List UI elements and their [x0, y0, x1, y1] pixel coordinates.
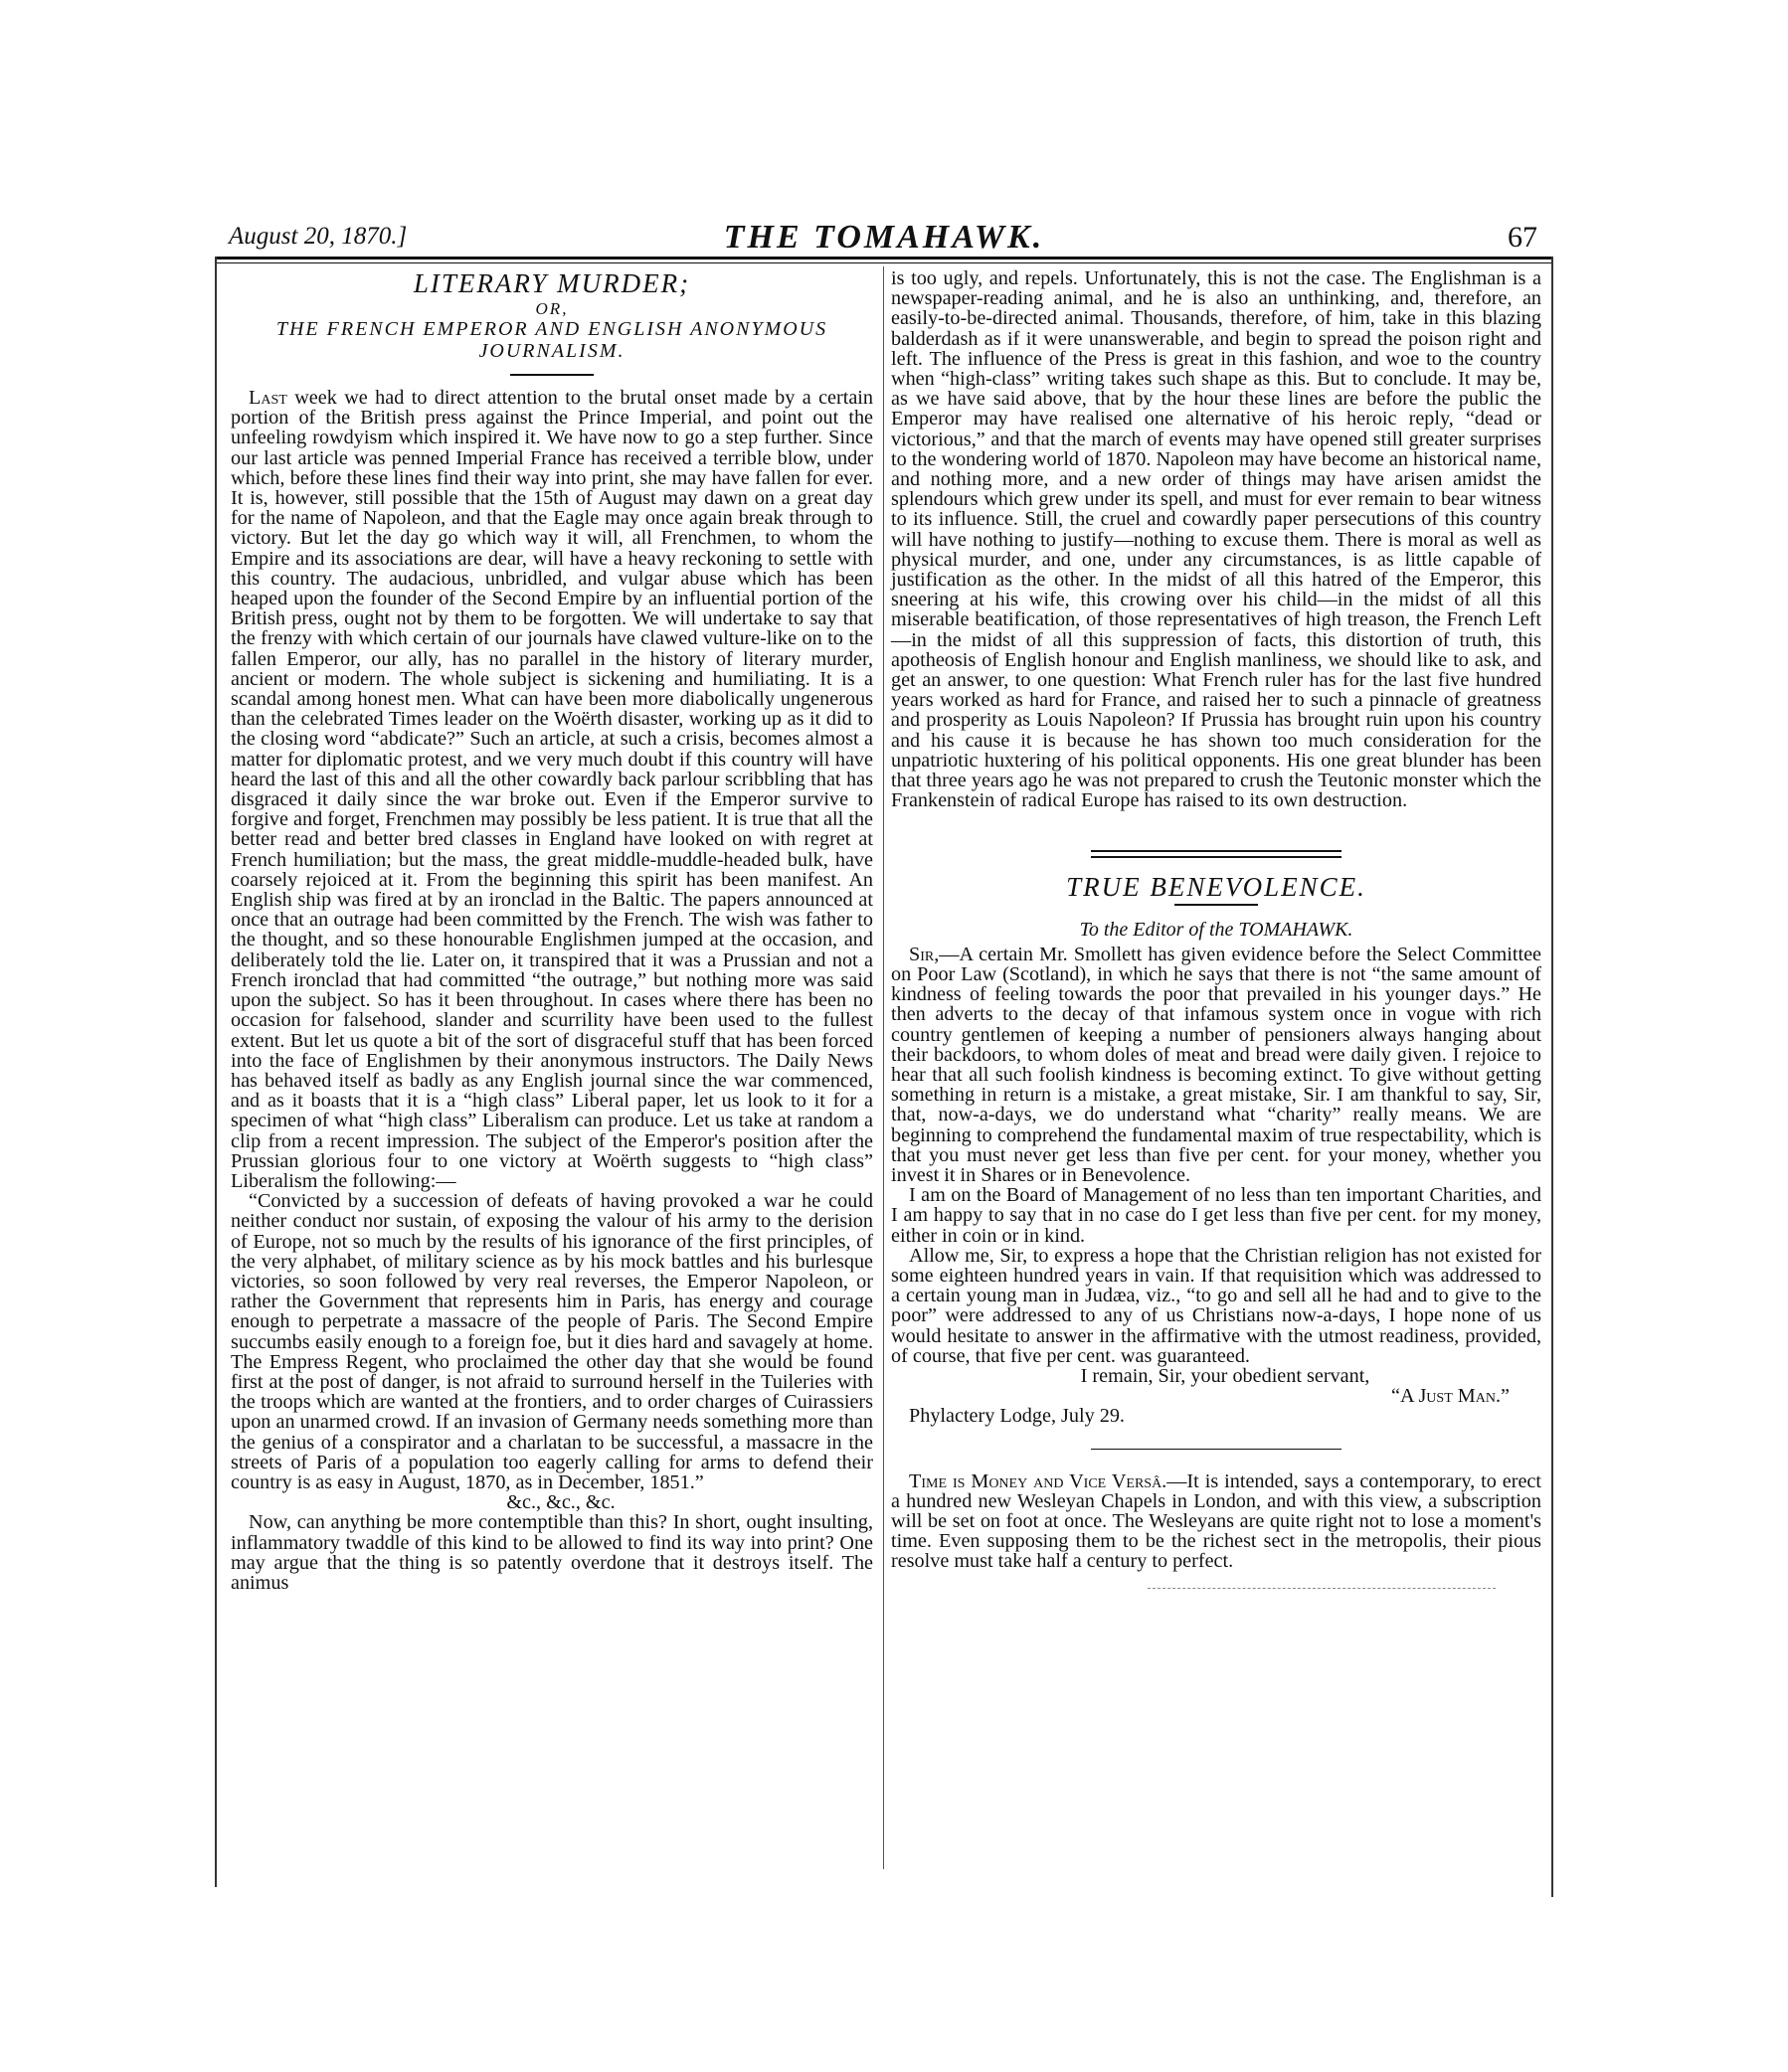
lead-word: Last [249, 387, 287, 409]
paragraph-lead: Time is Money and Vice Versâ. [909, 1469, 1167, 1492]
letter-paragraph: Sir,—A certain Mr. Smollett has given evidence before the Select Committee on Poor Law (Scotland), in which he says that there is not “the same amount of kindness of feeling towards the poor that prevailed in his younger days.” He then adverts to the decay of that infamous system once in vogue with rich country gentlemen of keeping a number of pensioners always hanging about their backdoors, to whom doles of meat and bread were daily given. I rejoice to hear that all such foolish kindness is becoming extinct. To give without getting something in return is a mistake, a great mistake, Sir. I am thankful to say, Sir, that, now-a-days, we do understand what “charity” really means. We are beginning to comprehend the fundamental maxim of true respectability, which is that you must never get less than five per cent. for your money, whether you invest it in Shares or in Benevolence. [891, 943, 1541, 1186]
issue-date: August 20, 1870.] [229, 223, 408, 250]
letter-dateline: Phylactery Lodge, July 29. [909, 1405, 1125, 1428]
title-rule [510, 374, 594, 376]
article-subtitle: THE FRENCH EMPEROR AND ENGLISH ANONYMOUS JOURNALISM. [275, 318, 828, 362]
header-rule-thick [217, 257, 1551, 259]
right-column [891, 268, 1541, 1589]
left-column [231, 268, 873, 1593]
letter-paragraph: Allow me, Sir, to express a hope that the Christian religion has not existed for some eighteen hundred years in vain. If that requisition which was addressed to a certain young man in Judæa, viz., “to go and sell all he had and to give to the poor” were addressed to any of us Christians now-a-days, I hope none of us would hesitate to answer in the affirmative with the utmost readiness, provided, of course, that five per cent. was guaranteed. [891, 1244, 1541, 1367]
article-title-literary-murder: LITERARY MURDER; [413, 268, 691, 298]
letter-paragraph: I am on the Board of Management of no less than ten important Charities, and I am happy to say that in no case do I get less than five per cent. for my money, either in coin or in kind. [891, 1184, 1541, 1247]
title-rule [1174, 904, 1258, 906]
article-paragraph: Last week we had to direct attention to the brutal onset made by a certain portion of the British press against the Prince Imperial, and point out the unfeeling rowdyism which inspired it. We have now to go a step further. Since our last article was penned Imperial France has received a terrible blow, under which, before these lines find their way into print, she may have fallen for ever. It is, however, still possible that the 15th of August may dawn on a great day for the name of Napoleon, and that the Eagle may once again break through to victory. But let the day go which way it will, all Frenchmen, to whom the Empire and its associations are dear, will have a heavy reckoning to settle with this country. The audacious, unbridled, and vulgar abuse which has been heaped upon the founder of the Second Empire by an influential portion of the British press, ought not by them to be forgotten. We will undertake to say that the frenzy with which certain of our journals have clawed vulture-like on to the fallen Emperor, our ally, has no parallel in the history of literary murder, ancient or modern. The whole subject is sickening and humiliating. It is a scandal among honest men. What can have been more diabolically ungenerous than the celebrated Times leader on the Woërth disaster, working up as it did to the closing word “abdicate?” Such an article, at such a crisis, becomes almost a matter for diplomatic protest, and we very much doubt if this country will have heard the last of this and all the other cowardly back parlour scribbling that has disgraced it daily since the war broke out. Even if the Emperor survive to forgive and forget, Frenchmen may possibly be less patient. It is true that all the better read and better bred classes in England have looked on with regret at French humiliation; but the mass, the great middle-muddle-headed bulk, have coarsely rejoiced at it. From the beginning this spirit has been manifest. An English ship was fired at by an ironclad in the Baltic. The papers announced at once that an outrage had been committed by the French. The wish was father to the thought, and so these honourable Englishmen jumped at the occasion, and deliberately told the lie. Later on, it transpired that it was a Prussian and not a French ironclad that had committed “the outrage,” but nothing more was said upon the subject. So has it been throughout. In cases where there has been no occasion for falsehood, slander and scurrility have been used to the fullest extent. But let us quote a bit of the sort of disgraceful stuff that has been forced into the face of Englishmen by their anonymous instructors. The Daily News has behaved itself as badly as any English journal since the war commenced, and as it boasts that it is a “high class” Liberal paper, let us look to it for a specimen of what “high class” Liberalism can produce. Let us take at random a clip from a recent impression. The subject of the Emperor's position after the Prussian glorious four to one victory at Woërth suggests to “high class” Liberalism the following:— [231, 387, 873, 1192]
letter-signature: “A Just Man.” [1390, 1385, 1510, 1408]
article-paragraph: Now, can anything be more contemptible than this? In short, ought insulting, inflammatory twaddle of this kind to be allowed to find its way into print? One may argue that the thing is so patently overdone that it destroys itself. The animus [231, 1511, 873, 1594]
article-paragraph: Time is Money and Vice Versâ.—It is intended, says a contemporary, to erect a hundred new Wesleyan Chapels in London, and with this view, a subscription will be set on foot at once. The Wesleyans are quite right not to lose a moment's time. Even supposing them to be the richest sect in the metropolis, their pious resolve must take half a century to perfect. [891, 1469, 1541, 1573]
header-rule-thin [217, 262, 1551, 263]
section-rule [1091, 1449, 1341, 1450]
letter-heading: To the Editor of the TOMAHAWK. [1079, 919, 1353, 942]
article-title-or: OR, [535, 299, 569, 318]
page-header [217, 219, 1551, 256]
masthead-title: THE TOMAHAWK. [723, 219, 1045, 256]
column-divider [883, 266, 884, 1869]
left-border-rule [215, 257, 217, 1887]
article-continuation: is too ugly, and repels. Unfortunately, this is not the case. The Englishman is a newspaper-reading animal, and he is also an unthinking, and, therefore, an easily-to-be-directed animal. Thousands, therefore, of him, take in this blazing balderdash as if it were unanswerable, and begin to spread the poison right and left. The influence of the Press is great in this fashion, and woe to the country when “high-class” writing takes such shape as this. But to conclude. It may be, as we have said above, that by the hour these lines are before the public the Emperor may have realised one alternative of his heroic reply, “dead or victorious,” and that the march of events may have opened still greater surprises to the wondering world of 1870. Napoleon may have become an historical name, and nothing more, and a new order of things may have arisen amidst the splendours which grew under its spell, and must for ever remain to bear witness to its influence. Still, the cruel and cowardly paper persecutions of this country will have nothing to justify—nothing to excuse them. There is moral as well as physical murder, and one, under any circumstances, is as little capable of justification as the other. In the midst of all this hatred of the Emperor, this sneering at his wife, this crowing over his child—in the midst of all this miserable beatification, of those representatives of high treason, the French Left—in the midst of all this suppression of facts, this distortion of truth, this apotheosis of English honour and English manliness, we should like to ask, and get an answer, to one question: What French ruler has for the last five hundred years worked as hard for France, and raised her to such a pinnacle of greatness and prosperity as Louis Napoleon? If Prussia has brought ruin upon his country and his cause it is because he has shown too much consideration for the unpatriotic huxtering of his political opponents. His one great blunder has been that three years ago he was not prepared to crush the Teutonic monster which the Frankenstein of radical Europe has raised to its own destruction. [891, 267, 1541, 812]
etcetera-line: &c., &c., &c. [506, 1491, 616, 1514]
letter-closing: I remain, Sir, your obedient servant, [1080, 1364, 1370, 1387]
right-border-rule [1551, 257, 1553, 1897]
quoted-passage: “Convicted by a succession of defeats of having provoked a war he could neither conduct nor sustain, of exposing the valour of his army to the derision of Europe, not so much by the results of his ignorance of the first principles, of the very alphabet, of military science as by his mock battles and his burlesque victories, so soon followed by very real reverses, the Emperor Napoleon, or rather the Government that represents him in Paris, has energy and courage enough to perpetrate a massacre of the people of Paris. The Second Empire succumbs easily enough to a foreign foe, but it dies hard and savagely at home. The Empress Regent, who proclaimed the other day that she would be found first at the post of danger, is not afraid to surround herself in the Tuileries with the troops which are wanted at the frontiers, and to order charges of Cuirassiers upon an unarmed crowd. If an invasion of Germany needs something more than the genius of a conspirator and a charlatan to be successful, a massacre in the streets of Paris of a population too eagerly calling for arms to defend their country is as easy in August, 1870, as in December, 1851.” [231, 1190, 873, 1493]
section-double-rule [1091, 850, 1341, 858]
salutation: Sir, [909, 943, 940, 965]
page-number: 67 [1508, 221, 1537, 254]
article-title-true-benevolence: TRUE BENEVOLENCE. [1066, 872, 1366, 903]
end-rule [1148, 1588, 1496, 1589]
